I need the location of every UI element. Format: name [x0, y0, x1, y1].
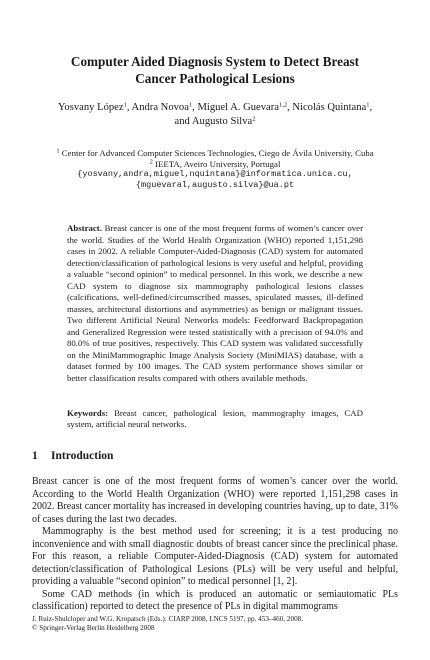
author-affil-mark: 1 — [123, 101, 127, 109]
keywords — [67, 399, 363, 440]
abstract — [67, 223, 363, 384]
title-line-1: Computer Aided Diagnosis System to Detect Breast — [70, 54, 360, 69]
keywords-label: Keywords: — [67, 407, 109, 418]
author-affil-mark: 2 — [252, 115, 256, 122]
author-name: Andra Novoa — [131, 102, 189, 113]
affiliation-2: $^2$ IEETA, Aveiro University, Portugal — [149, 158, 281, 169]
paragraph: Some CAD methods (in which is produced an automatic or semiautomatic PLs classification) reported to detect the presence of PLs in digital mammograms — [32, 588, 398, 612]
section-number: 1 — [32, 450, 38, 462]
author-list — [40, 101, 390, 128]
abstract-label: Abstract. — [67, 223, 102, 233]
author-affil-mark: 1,2 — [278, 101, 288, 109]
author-conjunction: and — [174, 115, 190, 127]
abstract-text: Breast cancer is one of the most frequent forms of women’s cancer over the world. Studies of the World Health Organization (WHO) reported 1,151,298 cases in 2002. A reliable Computer-Aided-Diagnosis (CAD) system for automated detection/classification of pathological lesions is very useful and helpful, providing a valuable “second opinion” to medical personnel. In this work, we describe a new CAD system to diagnose six mammography pathological lesions classes (calcifications, well-defined/circumscribed masses, spiculated masses, ill-defined masses, architectural distortions and asymmetries) as benign or malignant tissues. Two different Artificial Neural Networks models: Feedforward Backpropagation and Generalized Regression were tested statistically with a precision of 94.0% and 80.0% of true positives, respectively. This CAD system was validated successfully on the MiniMammographic Image Analysis Society (MiniMIAS) database, with a dataset formed by 100 images. The CAD system performance shows similar or better classification results compared with others available methods. — [67, 223, 364, 383]
authors-line-1: Yosvany López$^1$, Andra Novoa$^1$, Miguel A. Guevara$^{1,2}$, Nicolás Quintana$^1$, — [57, 101, 373, 113]
author-name: Yosvany López — [57, 102, 124, 113]
author-name: Miguel A. Guevara — [197, 102, 279, 113]
keywords-text: Breast cancer, pathological lesion, mammography images, CAD system, artificial neural networks. — [67, 407, 364, 430]
paragraph: Mammography is the best method used for screening; it is a test producing no inconvenience and with small diagnostic doubts of breast cancer since the preclinical phase. For this reason, a reliable Computer-Aided-Diagnosis (CAD) system for automated detection/classification of Pathological Lesions (PLs) will be very useful and helpful, providing a valuable “second opinion” to medical personnel [1, 2]. — [32, 526, 398, 587]
body-text — [32, 476, 398, 614]
section-heading — [32, 450, 113, 462]
author-name: Augusto Silva — [191, 115, 253, 127]
section-title: Introduction — [51, 450, 114, 462]
title-line-2: Cancer Pathological Lesions — [135, 71, 295, 86]
affiliation-1: $^1$ Center for Advanced Computer Sciences Technologies, Ciego de Ávila University, Cuba — [56, 147, 374, 158]
affiliations — [20, 148, 410, 190]
author-affil-mark: 1 — [188, 101, 193, 109]
page-footer — [32, 615, 402, 634]
email-line-1: {yosvany,andra,miguel,nquintana}@informatica.unica.cu, — [77, 169, 353, 180]
email-line-2: {mguevaral,augusto.silva}@ua.pt — [135, 179, 295, 190]
author-name: Nicolás Quintana — [292, 102, 367, 113]
copyright-line: © Springer-Verlag Berlin Heidelberg 2008 — [32, 624, 155, 633]
paper-title — [40, 53, 390, 87]
citation-line: J. Ruiz-Shulcloper and W.G. Kropatsch (Eds.): CIARP 2008, LNCS 5197, pp. 453–460, 2008. — [32, 615, 304, 623]
paragraph: Breast cancer is one of the most frequent forms of women’s cancer over the world. According to the World Health Organization (WHO) were reported 1,151,298 cases in 2002. Breast cancer mortality has increased in developing countries having, up to date, 31% of cases during the last two decades. — [32, 476, 398, 525]
author-affil-mark: 1 — [366, 101, 370, 109]
authors-line-2 — [40, 115, 390, 129]
